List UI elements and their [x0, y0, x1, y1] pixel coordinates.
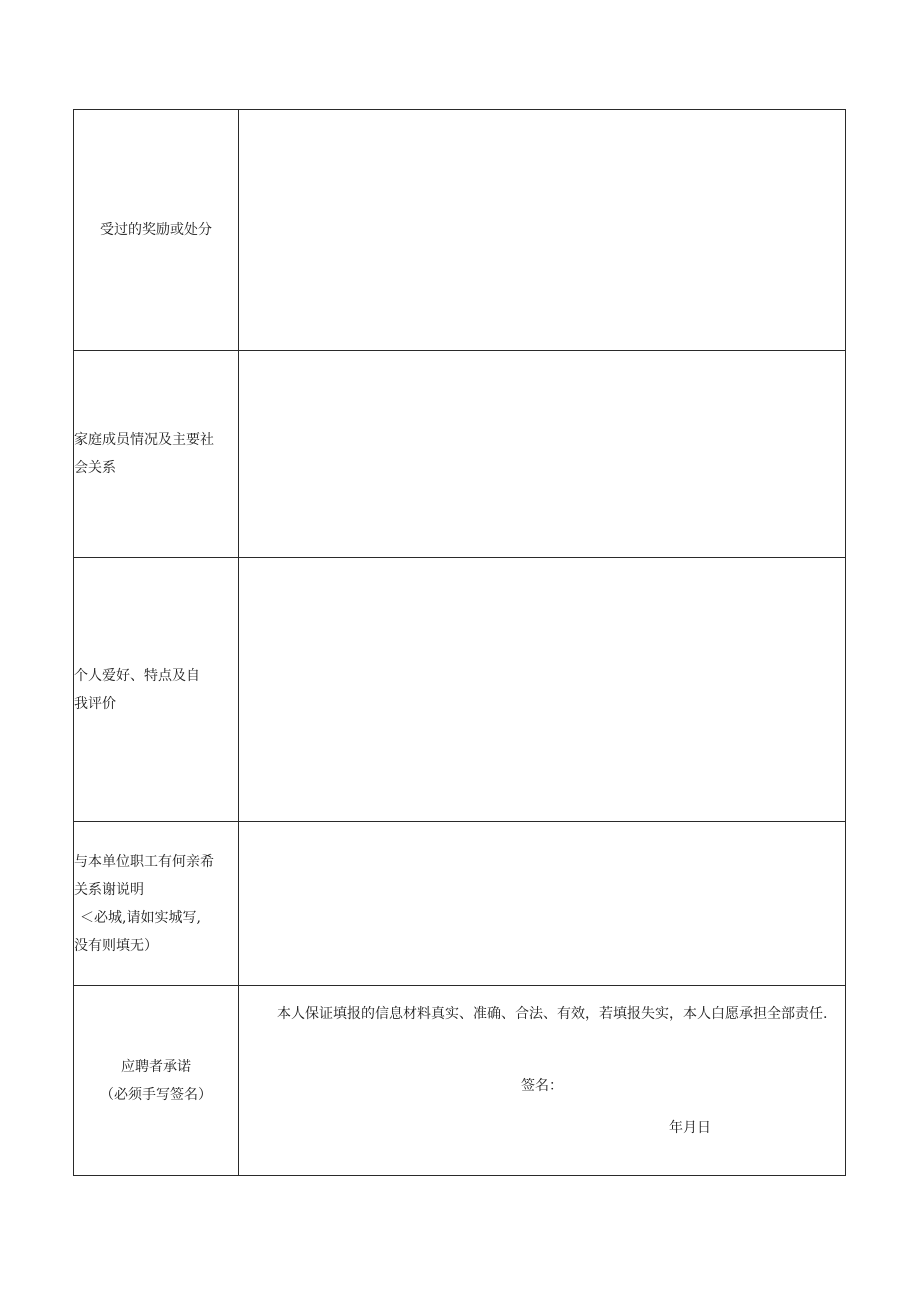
pledge-label [74, 986, 239, 1176]
awards-label: 受过的奖励或处分 [74, 110, 239, 351]
pledge-label-title: 应聘者承诺 [121, 1058, 191, 1075]
application-form-table [73, 109, 846, 1176]
relatives-label-line-3: ＜必城,请如实城写, [80, 909, 201, 926]
pledge-label-note: （必须手写签名） [100, 1086, 212, 1103]
pledge-content [239, 986, 846, 1176]
pledge-row [74, 986, 846, 1176]
family-field[interactable] [239, 351, 846, 558]
family-label: 家庭成员情况及主要社 会关系 [74, 351, 239, 558]
relatives-row [74, 822, 846, 986]
hobby-label: 个人爱好、特点及自 我评价 [74, 558, 239, 822]
awards-row [74, 110, 846, 351]
family-row [74, 351, 846, 558]
relatives-label-line-4: 没有则填无） [74, 937, 158, 954]
date-label[interactable]: 年月日 [669, 1120, 711, 1136]
relatives-label-line-2: 关系谢说明 [74, 881, 144, 898]
relatives-label-line-1: 与本单位职工有何亲希 [74, 853, 214, 870]
relatives-label [74, 822, 239, 986]
awards-field[interactable] [239, 110, 846, 351]
relatives-field[interactable] [239, 822, 846, 986]
pledge-statement: 本人保证填报的信息材料真实、准确、合法、有效，若填报失实，本人白愿承担全部责任. [277, 1006, 828, 1022]
signature-label[interactable]: 签名： [521, 1078, 563, 1094]
hobby-field[interactable] [239, 558, 846, 822]
hobby-row [74, 558, 846, 822]
